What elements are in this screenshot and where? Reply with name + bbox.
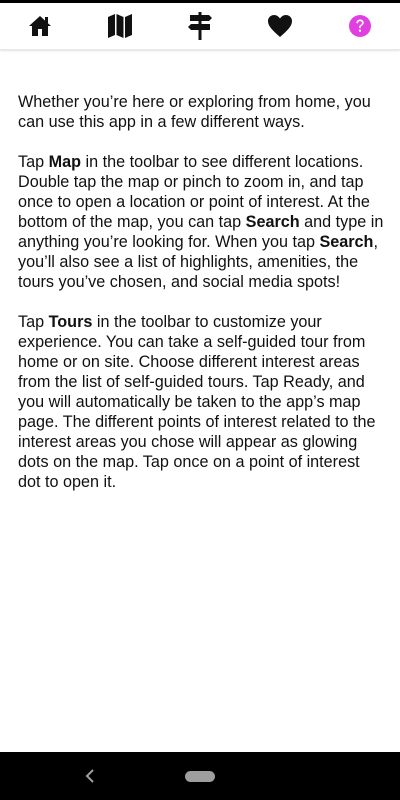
text-span: and type in anything you’re looking for. When you tap	[18, 213, 384, 251]
toolbar-home-button[interactable]	[12, 3, 68, 49]
text-span: in the toolbar to see different locations. Double tap the map or pinch to zoom in, and tap once to open a location or point of interest. At the bottom of the map, you can tap	[18, 153, 370, 231]
system-navigation-bar	[0, 752, 400, 800]
home-pill-icon[interactable]	[185, 771, 215, 782]
heart-icon	[267, 14, 293, 38]
search-keyword: Search	[319, 233, 374, 251]
toolbar-favorites-button[interactable]	[252, 3, 308, 49]
help-content	[18, 92, 386, 512]
text-span: Tap	[18, 313, 49, 331]
map-icon	[107, 13, 133, 39]
help-intro-paragraph: Whether you’re here or exploring from home, you can use this app in a few different ways.	[18, 93, 371, 131]
system-back-button[interactable]	[80, 766, 100, 786]
back-chevron-icon	[85, 769, 95, 783]
signpost-icon	[187, 12, 213, 40]
map-keyword: Map	[48, 153, 81, 171]
search-keyword: Search	[245, 213, 300, 231]
home-icon	[28, 15, 52, 37]
toolbar-help-button[interactable]	[332, 3, 388, 49]
top-toolbar	[0, 3, 400, 50]
text-span: Tap	[18, 153, 49, 171]
tours-keyword: Tours	[48, 313, 93, 331]
help-icon	[348, 14, 372, 38]
help-map-paragraph	[18, 152, 386, 292]
toolbar-map-button[interactable]	[92, 3, 148, 49]
help-tours-paragraph	[18, 312, 386, 492]
toolbar-tours-button[interactable]	[172, 3, 228, 49]
text-span: in the toolbar to customize your experience. You can take a self-guided tour from home or on site. Choose different interest areas from the list of self-guided tours. Tap Ready, and you will automatically be taken to the app’s map page. The different points of interest related to the interest areas you chose will appear as glowing dots on the map. Tap once on a point of interest dot to open it.	[18, 313, 376, 491]
text-span: , you’ll also see a list of highlights, amenities, the tours you’ve chosen, and social media spots!	[18, 233, 378, 291]
